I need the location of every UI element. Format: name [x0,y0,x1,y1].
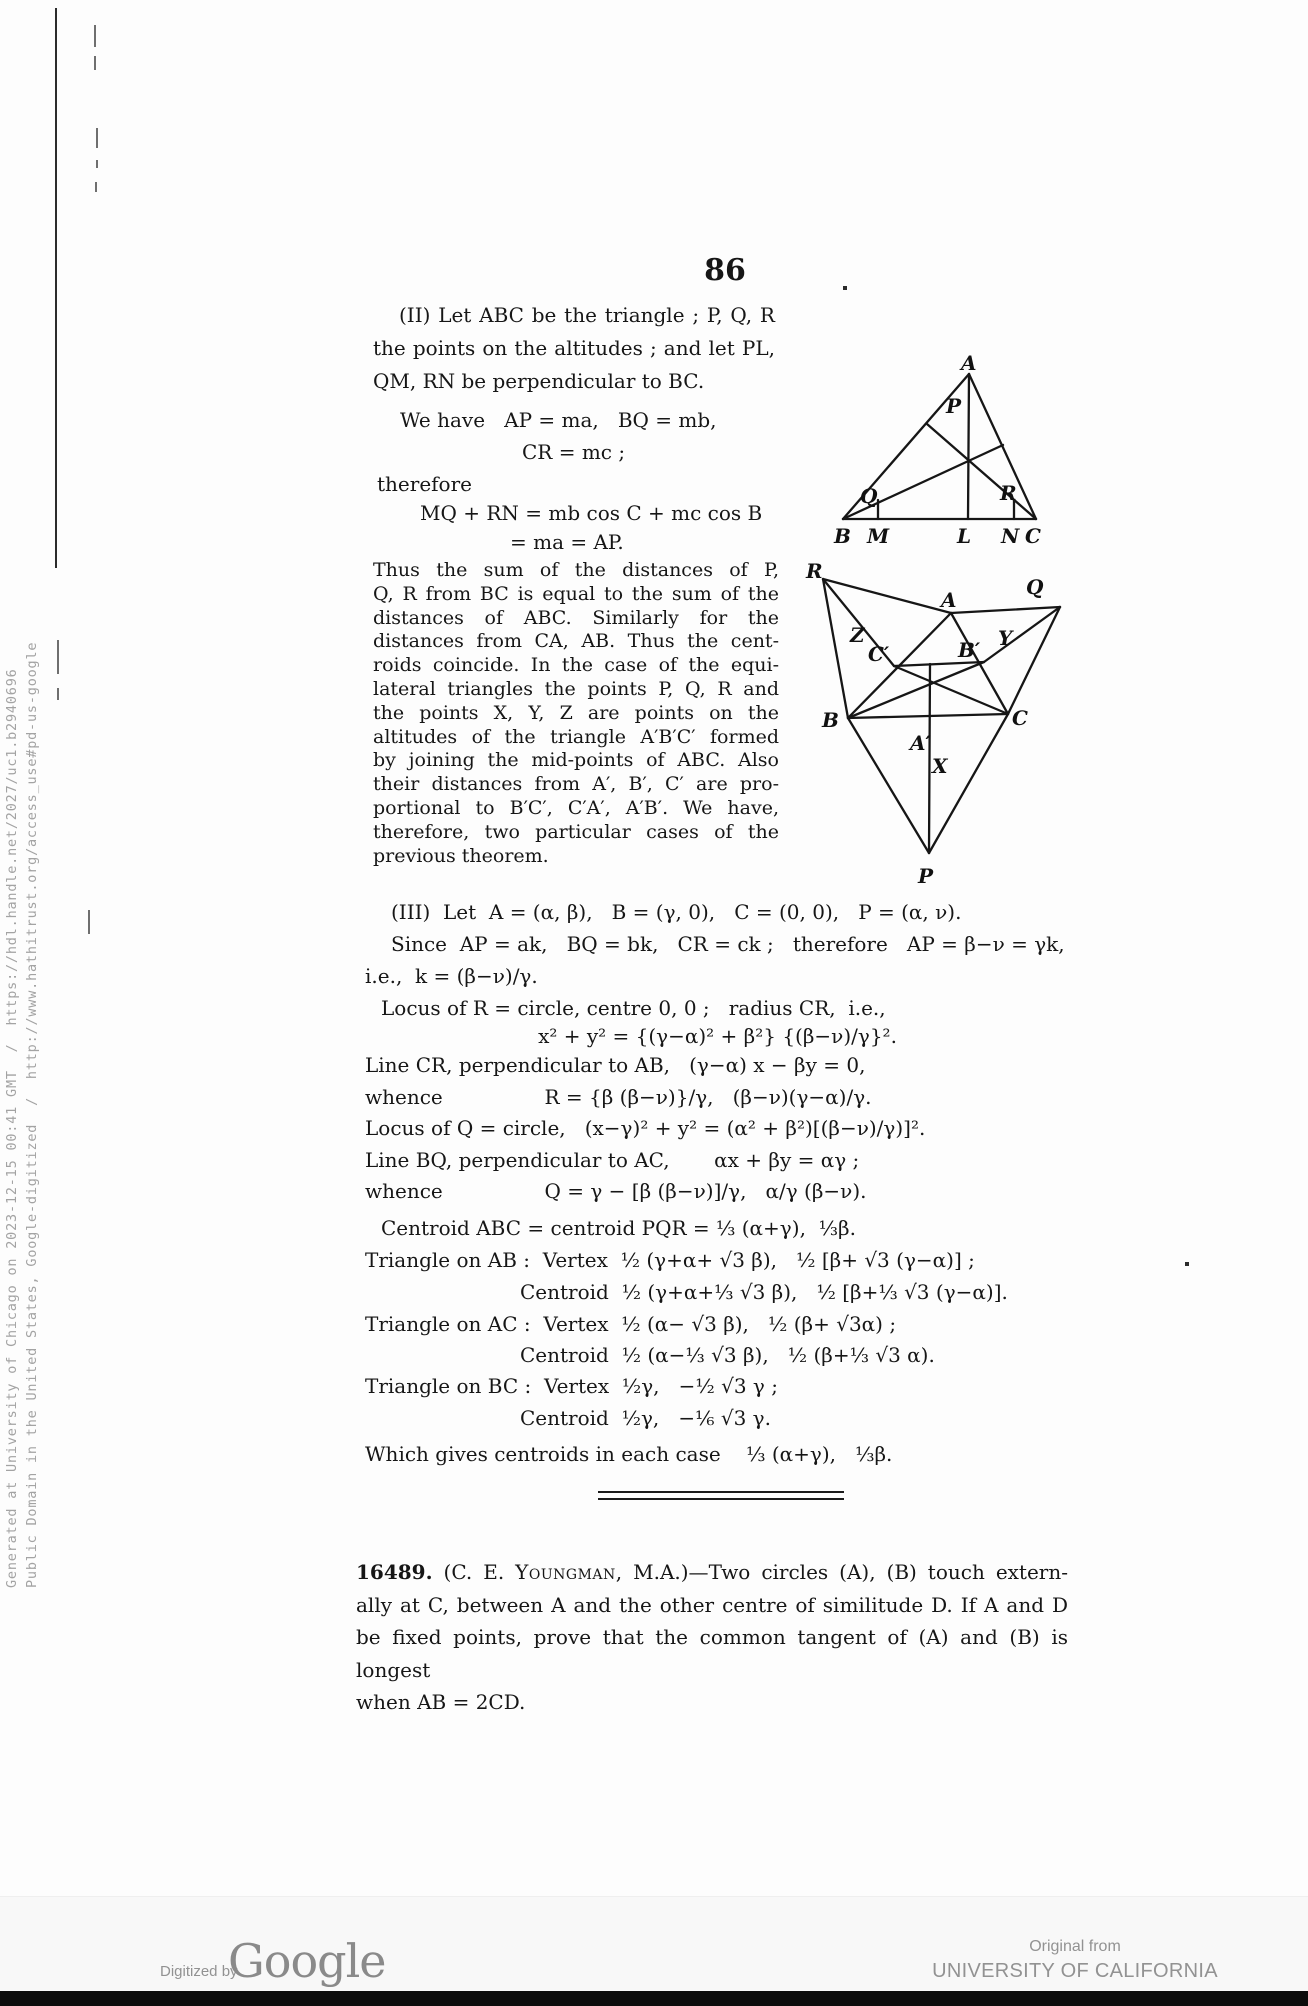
formula-line: Centroid ½ (α−⅓ √3 β), ½ (β+⅓ √3 α). [520,1343,935,1367]
fig2-label-b: B [822,708,839,732]
text-line: the points X, Y, Z are points on the [373,701,779,724]
fig2-label-z: Z [850,623,865,647]
formula-line: Locus of Q = circle, (x−γ)² + y² = (α² + β²)[(β−ν)/γ)]². [365,1116,926,1140]
section-iii [365,900,1070,1480]
text-line: previous theorem. [373,844,549,867]
scan-artifact [57,640,59,674]
fig2-edge-qc [1008,607,1060,714]
fig2-altitude-p-vertical [929,664,930,853]
fig1-label-a: A [961,351,977,375]
formula-we-have: We have AP = ma, BQ = mb, [400,408,717,432]
fig1-label-m: M [867,524,890,548]
formula-line: Centroid ½ (γ+α+⅓ √3 β), ½ [β+⅓ √3 (γ−α)]. [520,1280,1008,1304]
fig1-label-b: B [834,524,851,548]
text-line: distances of ABC. Similarly for the [373,606,779,629]
fig1-label-p: P [946,394,962,418]
fig2-label-c-prime: C′ [868,642,890,666]
scan-binding-line [55,8,57,568]
original-from-label: Original from [1029,1938,1121,1955]
text-line: altitudes of the triangle A′B′C′ formed [373,725,779,748]
formula-line: Centroid ABC = centroid PQR = ⅓ (α+γ), ⅓β. [381,1216,856,1240]
fig2-line-c-cprime [894,666,1008,714]
text-line: Q, R from BC is equal to the sum of the [373,582,779,605]
text-line: Thus the sum of the distances of P, [373,559,779,581]
text-line: the points on the altitudes ; and let PL, [373,336,775,360]
fig1-label-n: N [1001,524,1020,548]
fig2-label-q: Q [1026,575,1044,599]
text-line: QM, RN be perpendicular to BC. [373,369,705,393]
fig2-label-a-prime: A′ [910,731,931,755]
text-line: their distances from A′, B′, C′ are pro- [373,773,779,796]
fig2-label-x: X [932,754,948,778]
fig1-label-l: L [957,524,972,548]
section-ii-intro [373,299,775,398]
fig2-label-p: P [918,864,934,888]
fig2-edge-cp [929,714,1008,853]
digitized-by-label: Digitized by [160,1963,238,1980]
formula-line: (III) Let A = (α, β), B = (γ, 0), C = (0, 0), P = (α, ν). [391,900,962,924]
figure-triangle-altitudes [800,350,1056,554]
scan-artifact [96,128,98,148]
problem-text-start: Two circles (A), (B) touch extern- [708,1560,1069,1584]
scan-speck [843,286,847,290]
institution-label: UNIVERSITY OF CALIFORNIA [932,1960,1218,1982]
author-suffix: , M.A.)— [615,1560,709,1584]
text-line: ally at C, between A and the other centre of similitude D. If A and D [356,1592,1068,1617]
figure-2-svg [610,555,1070,895]
fig1-altitude-al [968,374,969,519]
scan-speck [1185,1262,1189,1266]
fig2-edge-aq [951,607,1060,613]
formula-line: Line BQ, perpendicular to AC, αx + βy = αγ ; [365,1148,860,1172]
text-line: by joining the mid-points of ABC. Also [373,749,779,772]
problem-number: 16489. [356,1560,433,1584]
fig2-edge-ra [823,579,951,613]
formula-line: Locus of R = circle, centre 0, 0 ; radius CR, i.e., [381,996,886,1020]
formula-line: Which gives centroids in each case ⅓ (α+γ), ⅓β. [365,1442,893,1466]
fig2-segment-cb-prime [894,662,984,666]
figure-medial-triangle-star [610,555,1070,895]
formula-line: x² + y² = {(γ−α)² + β²} {(β−ν)/γ}². [538,1024,897,1048]
text-line: when AB = 2CD. [356,1690,526,1714]
fig1-label-r: R [1000,481,1017,505]
sidebar-provenance-line: Generated at University of Chicago on 2023-12-15 00:41 GMT / https://hdl.handle.net/2027/uc1.b2940696 [4,668,20,1588]
formula-line: Triangle on AC : Vertex ½ (α− √3 β), ½ (β+ √3α) ; [365,1312,897,1336]
fig2-label-b-prime: B′ [958,638,981,662]
fig2-line-b-bprime [848,662,984,718]
scan-artifact [94,56,96,70]
sidebar-license-line: Public Domain in the United States, Google-digitized / http://www.hathitrust.org/access_use#pd-us-google [24,641,40,1588]
fig2-side-bc [848,714,1008,718]
scan-artifact [95,182,97,192]
formula-line: Since AP = ak, BQ = bk, CR = ck ; therefore AP = β−ν = γk, [391,932,1065,956]
scan-artifact [57,688,59,700]
page-number: 86 [704,253,746,288]
text-therefore: therefore [377,472,472,496]
text-line: distances from CA, AB. Thus the cent- [373,630,779,653]
text-line: be fixed points, prove that the common tangent of (A) and (B) is longest [356,1625,1068,1682]
text-line: (II) Let ABC be the triangle ; P, Q, R [399,303,775,327]
figure-1-svg [800,350,1056,554]
author-prefix: (C. E. [432,1560,516,1584]
formula-cr: CR = mc ; [522,440,626,464]
formula-line: whence Q = γ − [β (β−ν)]/γ, α/γ (β−ν). [365,1179,867,1203]
fig1-label-c: C [1025,524,1041,548]
fig2-edge-rb [823,579,848,718]
formula-line: Centroid ½γ, −⅙ √3 γ. [520,1406,771,1430]
scan-artifact [96,160,98,168]
fig2-cevian-q-bprime [984,607,1060,662]
google-logo: Google [228,1934,386,1988]
fig2-label-c: C [1012,706,1028,730]
formula-line: Triangle on BC : Vertex ½γ, −½ √3 γ ; [365,1374,778,1398]
problem-16489 [356,1556,1068,1719]
text-line: therefore, two particular cases of the [373,820,779,843]
formula-line: i.e., k = (β−ν)/γ. [365,964,538,988]
text-line: roids coincide. In the case of the equi- [373,654,779,677]
text-line [356,1556,1068,1589]
formula-line: Triangle on AB : Vertex ½ (γ+α+ √3 β), ½ [β+ √3 (γ−α)] ; [365,1248,975,1272]
text-line: lateral triangles the points P, Q, R and [373,677,779,700]
formula-line: whence R = {β (β−ν)}/γ, (β−ν)(γ−α)/γ. [365,1085,872,1109]
formula-result: = ma = AP. [510,530,624,554]
bottom-scan-bar [0,1991,1308,2006]
text-line: portional to B′C′, C′A′, A′B′. We have, [373,796,779,819]
fig2-label-r: R [806,559,823,583]
fig2-label-y: Y [998,626,1013,650]
fig2-label-a: A [941,588,957,612]
formula-line: Line CR, perpendicular to AB, (γ−α) x − βy = 0, [365,1053,866,1077]
fig1-label-q: Q [860,484,878,508]
formula-mq-rn: MQ + RN = mb cos C + mc cos B [420,501,763,525]
scan-artifact [88,910,90,934]
author-name: Youngman [515,1560,616,1584]
scan-artifact [94,25,96,47]
